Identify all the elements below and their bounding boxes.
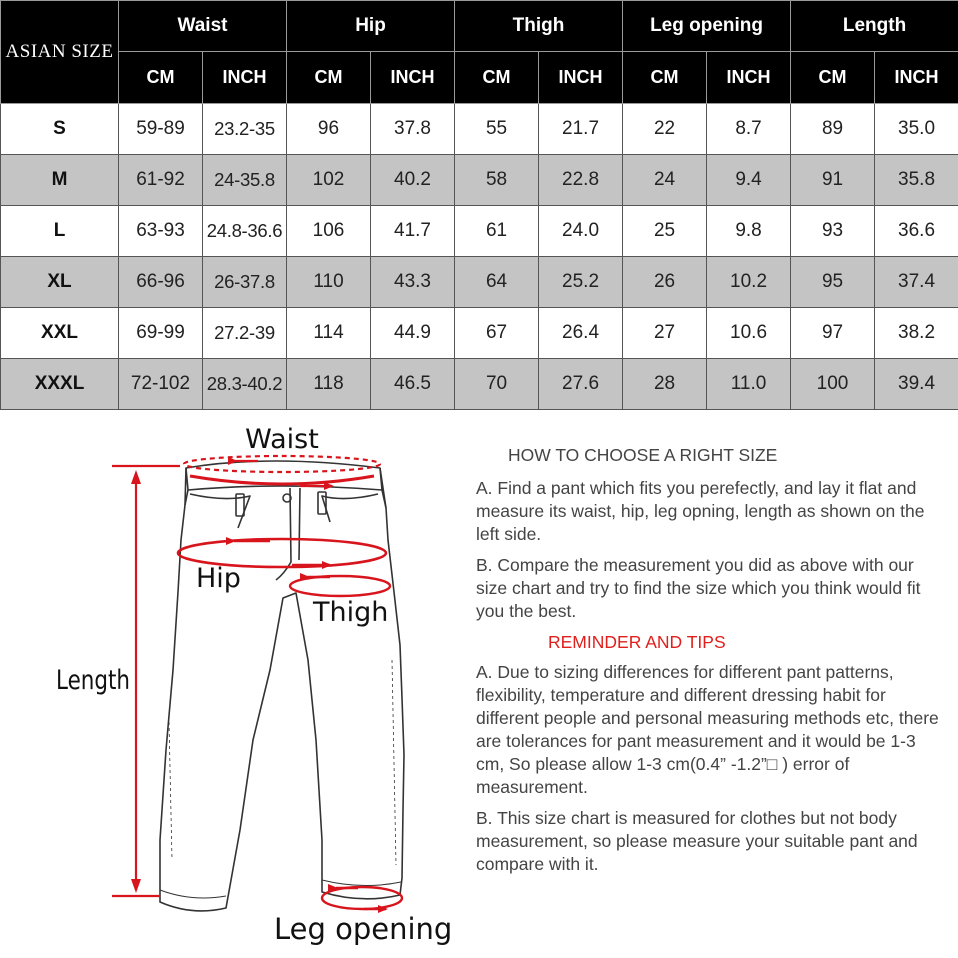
leg-opening-header: Leg opening	[623, 1, 791, 52]
size-label: XXL	[1, 308, 119, 359]
size-label: S	[1, 104, 119, 155]
table-cell: 61-92	[119, 155, 203, 206]
table-cell: 66-96	[119, 257, 203, 308]
size-label: M	[1, 155, 119, 206]
table-cell: 72-102	[119, 359, 203, 410]
asian-size-header: ASIAN SIZE	[1, 1, 119, 104]
pants-diagram	[0, 410, 474, 958]
thigh-header: Thigh	[455, 1, 623, 52]
hip-header: Hip	[287, 1, 455, 52]
table-cell: 11.0	[707, 359, 791, 410]
size-table-body	[1, 104, 958, 410]
table-cell: 58	[455, 155, 539, 206]
table-cell: 10.6	[707, 308, 791, 359]
tip-b: B. This size chart is measured for clothes but not body measurement, so please measure your suitable pant and compare with it.	[476, 808, 918, 874]
size-label: XL	[1, 257, 119, 308]
table-cell: 9.4	[707, 155, 791, 206]
unit-header: CM	[287, 52, 371, 104]
table-cell: 43.3	[371, 257, 455, 308]
table-cell: 24-35.8	[203, 155, 287, 206]
table-row	[1, 257, 958, 308]
table-cell: 37.8	[371, 104, 455, 155]
table-cell: 24.8-36.6	[203, 206, 287, 257]
unit-header: CM	[791, 52, 875, 104]
table-row	[1, 155, 958, 206]
table-cell: 106	[287, 206, 371, 257]
table-cell: 95	[791, 257, 875, 308]
table-cell: 102	[287, 155, 371, 206]
table-cell: 25	[623, 206, 707, 257]
table-cell: 118	[287, 359, 371, 410]
table-cell: 41.7	[371, 206, 455, 257]
table-cell: 27.6	[539, 359, 623, 410]
table-cell: 37.4	[875, 257, 958, 308]
guide-title: HOW TO CHOOSE A RIGHT SIZE	[508, 445, 778, 465]
table-cell: 61	[455, 206, 539, 257]
table-cell: 55	[455, 104, 539, 155]
reminder-title: REMINDER AND TIPS	[548, 632, 726, 652]
table-cell: 100	[791, 359, 875, 410]
table-cell: 114	[287, 308, 371, 359]
size-chart-table	[0, 0, 958, 410]
table-cell: 27.2-39	[203, 308, 287, 359]
unit-header: CM	[119, 52, 203, 104]
table-cell: 22.8	[539, 155, 623, 206]
unit-header: INCH	[203, 52, 287, 104]
tip-a: A. Due to sizing differences for different pant patterns, flexibility, temperature and different dressing habit for different people and personal measuring methods etc, there are tolerances for pant measurement and it would be 1-3 cm, So please allow 1-3 cm(0.4” -1.2”□ ) error of measurement.	[476, 662, 939, 797]
table-cell: 21.7	[539, 104, 623, 155]
table-row	[1, 206, 958, 257]
table-cell: 46.5	[371, 359, 455, 410]
length-header: Length	[791, 1, 958, 52]
table-cell: 28	[623, 359, 707, 410]
thigh-label: Thigh	[313, 597, 389, 628]
table-cell: 35.8	[875, 155, 958, 206]
size-label: L	[1, 206, 119, 257]
table-cell: 40.2	[371, 155, 455, 206]
waist-header: Waist	[119, 1, 287, 52]
guide-step-a: A. Find a pant which fits you perefectly, and lay it flat and measure its waist, hip, leg opning, length as shown on the left side.	[476, 478, 925, 544]
table-cell: 63-93	[119, 206, 203, 257]
unit-header: INCH	[707, 52, 791, 104]
table-cell: 28.3-40.2	[203, 359, 287, 410]
hip-label: Hip	[196, 563, 241, 594]
table-row	[1, 308, 958, 359]
table-cell: 97	[791, 308, 875, 359]
table-cell: 10.2	[707, 257, 791, 308]
table-cell: 59-89	[119, 104, 203, 155]
table-cell: 8.7	[707, 104, 791, 155]
table-cell: 25.2	[539, 257, 623, 308]
table-cell: 38.2	[875, 308, 958, 359]
table-cell: 23.2-35	[203, 104, 287, 155]
length-label: Length	[56, 665, 130, 696]
unit-header: CM	[623, 52, 707, 104]
unit-header: CM	[455, 52, 539, 104]
table-cell: 36.6	[875, 206, 958, 257]
unit-header: INCH	[875, 52, 958, 104]
table-cell: 69-99	[119, 308, 203, 359]
table-cell: 89	[791, 104, 875, 155]
table-cell: 26.4	[539, 308, 623, 359]
unit-header: INCH	[539, 52, 623, 104]
unit-header: INCH	[371, 52, 455, 104]
table-cell: 93	[791, 206, 875, 257]
table-cell: 9.8	[707, 206, 791, 257]
table-cell: 70	[455, 359, 539, 410]
table-cell: 64	[455, 257, 539, 308]
table-cell: 91	[791, 155, 875, 206]
table-cell: 110	[287, 257, 371, 308]
table-cell: 44.9	[371, 308, 455, 359]
waist-label: Waist	[245, 424, 319, 455]
size-guide	[474, 444, 944, 884]
table-cell: 26	[623, 257, 707, 308]
table-cell: 27	[623, 308, 707, 359]
table-cell: 26-37.8	[203, 257, 287, 308]
table-cell: 39.4	[875, 359, 958, 410]
table-cell: 22	[623, 104, 707, 155]
size-label: XXXL	[1, 359, 119, 410]
leg-opening-label: Leg opening	[274, 912, 453, 946]
pants-outline	[160, 461, 404, 911]
guide-step-b: B. Compare the measurement you did as above with our size chart and try to find the size which you think would fit you the best.	[476, 555, 921, 621]
table-cell: 96	[287, 104, 371, 155]
table-cell: 24	[623, 155, 707, 206]
thigh-measure	[290, 576, 390, 596]
table-row	[1, 104, 958, 155]
table-cell: 24.0	[539, 206, 623, 257]
table-cell: 67	[455, 308, 539, 359]
table-row	[1, 359, 958, 410]
table-cell: 35.0	[875, 104, 958, 155]
